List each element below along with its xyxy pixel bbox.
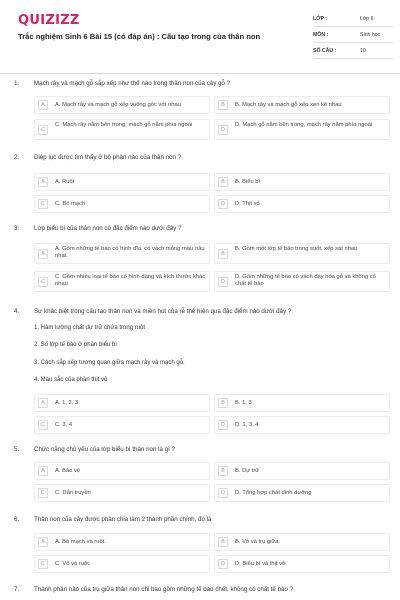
option-text: D. Gồm những tế bào có vách dày hóa gỗ và không có chất tế bào <box>235 274 376 288</box>
meta-grade-value: Lớp 6 <box>360 16 374 22</box>
option-a[interactable] <box>34 394 210 412</box>
option-text: A. Ruột <box>55 179 75 185</box>
question-text: Thân non của cây được phân chia làm 2 thành phần chính, đó là <box>34 516 212 523</box>
option-d[interactable] <box>214 271 390 292</box>
option-letter: A <box>38 466 48 476</box>
question-number: 4. <box>14 308 20 315</box>
question-number: 2. <box>14 154 20 161</box>
question-number: 7. <box>14 586 20 593</box>
option-d[interactable] <box>214 195 390 213</box>
option-d[interactable] <box>214 555 390 573</box>
option-b[interactable] <box>214 96 390 114</box>
option-text: C. Dẫn truyền <box>55 490 91 496</box>
option-letter: B <box>218 537 228 547</box>
option-letter: D <box>218 199 228 209</box>
option-text: B. Mạch rây và mạch gỗ xếp xen kẽ nhau <box>235 102 342 108</box>
meta-count-value: 10 <box>360 48 366 54</box>
meta-divider <box>313 26 393 27</box>
question-text: Diệp lục được tìm thấy ở bộ phận nào của thân non ? <box>34 154 182 161</box>
option-letter: D <box>218 488 228 498</box>
meta-subject-value: Sinh học <box>360 32 381 38</box>
question-number: 3. <box>14 225 20 232</box>
option-letter: A <box>38 537 48 547</box>
option-text: C. Mạch rây nằm bên trong, mạch gỗ nằm phía ngoài <box>55 122 193 128</box>
option-letter: A <box>38 177 48 187</box>
option-text: B. Biểu bì <box>235 179 261 185</box>
worksheet-title: Trắc nghiệm Sinh 6 Bài 15 (có đáp án) : Cấu tạo trong của thân non <box>18 32 261 41</box>
question-text: Mạch rây và mạch gỗ sắp xếp như thế nào trong thân non của cây gỗ ? <box>34 80 231 87</box>
meta-grade-label: LỚP : <box>313 16 328 22</box>
option-b[interactable] <box>214 243 390 264</box>
option-c[interactable] <box>34 416 210 434</box>
option-c[interactable] <box>34 119 210 140</box>
meta-divider <box>313 58 393 59</box>
option-a[interactable] <box>34 173 210 191</box>
option-text: D. Thịt vỏ <box>235 201 260 207</box>
option-a[interactable] <box>34 533 210 551</box>
option-b[interactable] <box>214 173 390 191</box>
question-4 <box>14 308 392 388</box>
option-d[interactable] <box>214 416 390 434</box>
worksheet-header <box>0 0 400 74</box>
option-letter: A <box>38 100 48 110</box>
option-letter: A <box>38 398 48 408</box>
option-c[interactable] <box>34 195 210 213</box>
option-letter: B <box>218 398 228 408</box>
option-letter: B <box>218 177 228 187</box>
question-text: Chức năng chủ yếu của lớp biểu bì thân non là gì ? <box>34 446 175 453</box>
option-text: D. 1, 3, 4 <box>235 422 259 428</box>
option-text: C. 3, 4 <box>55 422 73 428</box>
option-text: A. Mạch rây và mạch gỗ xếp vuông góc với nhau <box>55 102 181 108</box>
option-letter: D <box>218 125 228 135</box>
option-a[interactable] <box>34 462 210 480</box>
option-text: C. Vỏ và ruột. <box>55 561 91 567</box>
question-text: Sự khác biệt trong cấu tạo thân non và miền hút của rễ thể hiện qua đặc điểm nào dưới đây ? <box>34 308 292 315</box>
option-b[interactable] <box>214 394 390 412</box>
option-text: B. 1, 3 <box>235 400 252 406</box>
quizizz-logo: QUIZIZZ <box>18 13 80 28</box>
statement: 4. Màu sắc của phần thịt vỏ <box>34 377 108 383</box>
option-c[interactable] <box>34 271 210 292</box>
option-a[interactable] <box>34 96 210 114</box>
option-letter: C <box>38 199 48 209</box>
option-a[interactable] <box>34 243 210 264</box>
option-text: A. Gồm những tế bào có hình đĩa, có vách mỏng màu nâu nhạt. <box>55 246 205 260</box>
meta-count-label: SỐ CÂU : <box>313 48 337 54</box>
option-text: A. 1, 2, 3 <box>55 400 79 406</box>
question-number: 5. <box>14 446 20 453</box>
option-letter: B <box>218 249 228 259</box>
option-text: B. Gồm một lớp tế bào trong suốt, xếp sát nhau <box>235 246 358 252</box>
question-number: 1. <box>14 80 20 87</box>
option-letter: C <box>38 488 48 498</box>
option-letter: C <box>38 559 48 569</box>
statement: 1. Hàm lượng chất dự trữ chứa trong ruột <box>34 325 146 331</box>
option-text: A. Bảo vệ <box>55 468 81 474</box>
statement: 2. Số lớp tế bào ở phần biểu bì <box>34 342 117 348</box>
option-text: D. Mạch gỗ nằm bên trong, mạch rây nằm phía ngoài <box>235 122 373 128</box>
option-text: C. Gồm nhiều loại tế bào có hình dạng và kích thước khác nhau <box>55 274 206 288</box>
option-b[interactable] <box>214 462 390 480</box>
option-c[interactable] <box>34 555 210 573</box>
option-letter: C <box>38 125 48 135</box>
option-text: C. Bó mạch <box>55 201 86 207</box>
option-c[interactable] <box>34 484 210 502</box>
meta-divider <box>313 42 393 43</box>
option-letter: C <box>38 420 48 430</box>
option-text: B. Vỏ và trụ giữa. <box>235 539 281 545</box>
option-b[interactable] <box>214 533 390 551</box>
question-number: 6. <box>14 516 20 523</box>
option-letter: D <box>218 559 228 569</box>
question-text: Thành phần nào của trụ giữa thân non chỉ bao gồm những tế bào chết, không có chất tế bào ? <box>34 586 294 593</box>
option-letter: C <box>38 277 48 287</box>
option-letter: A <box>38 249 48 259</box>
option-letter: B <box>218 100 228 110</box>
option-letter: D <box>218 277 228 287</box>
option-text: D. Biểu bì và thịt vỏ. <box>235 561 287 567</box>
option-letter: B <box>218 466 228 476</box>
statement: 3. Cách sắp xếp tương quan giữa mạch rây và mạch gỗ. <box>34 360 185 366</box>
option-d[interactable] <box>214 484 390 502</box>
option-letter: D <box>218 420 228 430</box>
option-text: D. Tổng hợp chất dinh dưỡng <box>235 490 312 496</box>
option-d[interactable] <box>214 119 390 140</box>
option-text: A. Bó mạch và ruột. <box>55 539 106 545</box>
question-text: Lớp biểu bì của thân non có đặc điểm nào dưới đây ? <box>34 225 182 232</box>
meta-subject-label: MÔN : <box>313 32 329 38</box>
option-text: B. Dự trữ <box>235 468 260 474</box>
